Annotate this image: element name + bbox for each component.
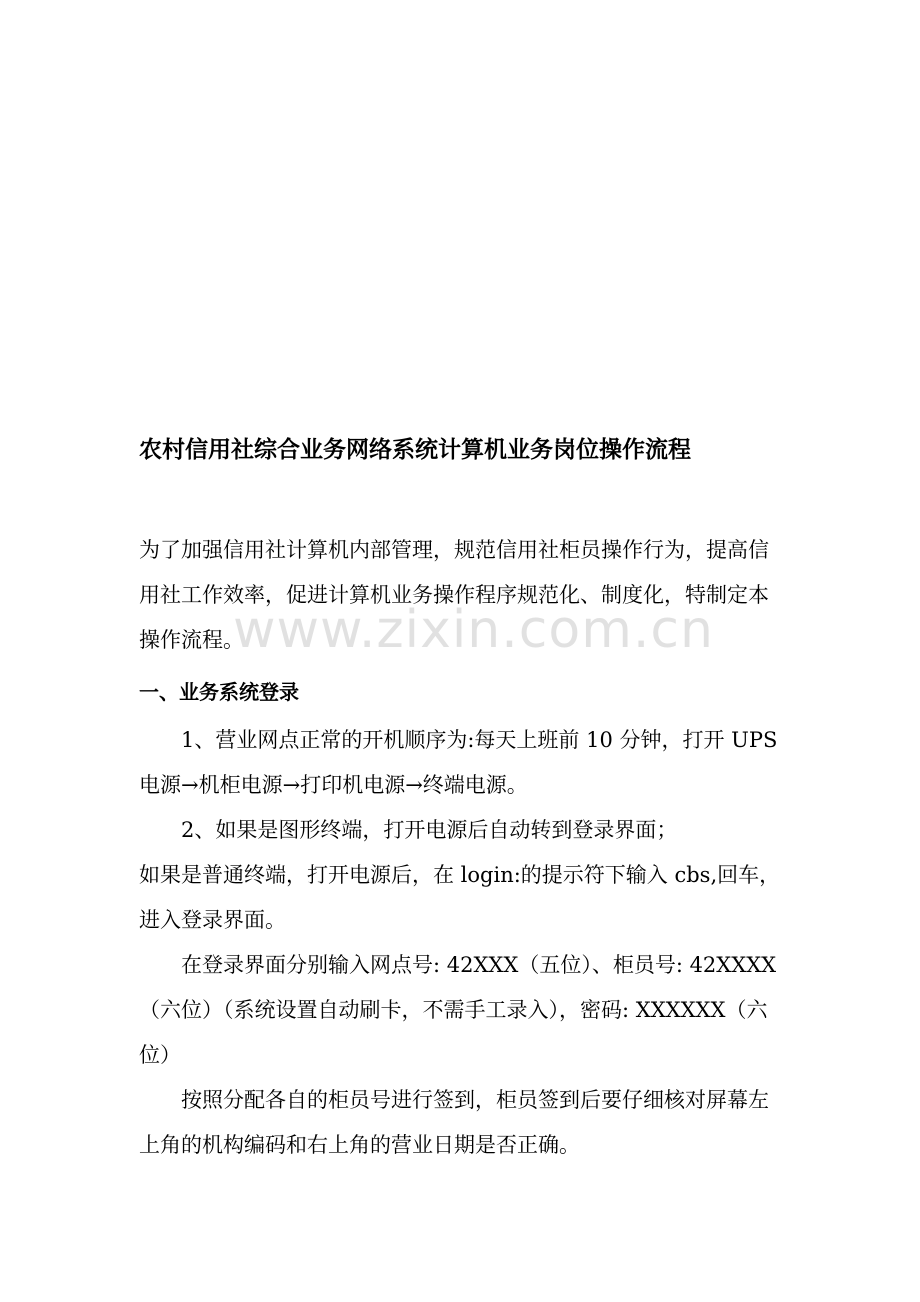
- body-line: 1、营业网点正常的开机顺序为:每天上班前 10 分钟，打开 UPS: [181, 728, 778, 752]
- watermark: www.zixin.com.cn: [233, 600, 714, 660]
- body-line: 2、如果是图形终端，打开电源后自动转到登录界面；: [181, 818, 678, 842]
- intro-line: 用社工作效率，促进计算机业务操作程序规范化、制度化，特制定本: [139, 583, 769, 607]
- intro-line: 为了加强信用社计算机内部管理，规范信用社柜员操作行为，提高信: [139, 538, 769, 562]
- document-title: 农村信用社综合业务网络系统计算机业务岗位操作流程: [139, 437, 691, 463]
- body-line: 如果是普通终端，打开电源后，在 login:的提示符下输入 cbs,回车，: [139, 863, 781, 887]
- body-line: 位）: [139, 1043, 181, 1067]
- body-line: 上角的机构编码和右上角的营业日期是否正确。: [139, 1133, 580, 1157]
- section-body: [139, 718, 783, 1168]
- body-line: 在登录界面分别输入网点号: 42XXX（五位）、柜员号: 42XXXX: [181, 953, 777, 977]
- section-heading: 一、业务系统登录: [139, 680, 299, 704]
- body-line: 按照分配各自的柜员号进行签到，柜员签到后要仔细核对屏幕左: [181, 1088, 769, 1112]
- body-line: （六位）（系统设置自动刷卡，不需手工录入），密码: XXXXXX（六: [139, 998, 768, 1022]
- intro-paragraph: [139, 528, 783, 663]
- body-line: 电源→机柜电源→打印机电源→终端电源。: [139, 773, 528, 797]
- intro-line: 操作流程。: [139, 628, 244, 652]
- body-line: 进入登录界面。: [139, 908, 286, 932]
